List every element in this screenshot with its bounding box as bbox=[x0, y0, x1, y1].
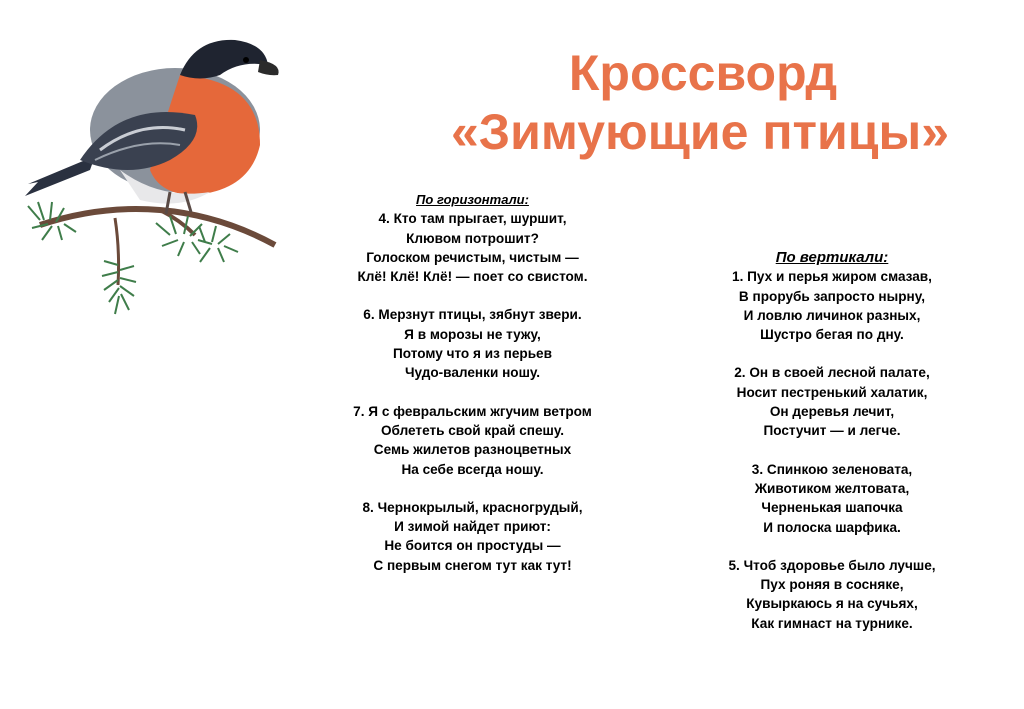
riddle-7 bbox=[300, 402, 645, 479]
branch bbox=[40, 209, 275, 245]
vertical-heading: По вертикали: bbox=[775, 249, 889, 266]
riddle-line: Потому что я из перьев bbox=[393, 346, 552, 362]
riddle-line: Он деревья лечит, bbox=[769, 404, 895, 420]
riddle-line: Чудо-валенки ношу. bbox=[404, 365, 541, 381]
riddle-line: С первым снегом тут как тут! bbox=[373, 557, 572, 573]
riddle-1 bbox=[680, 267, 984, 344]
riddle-line: И зимой найдет приют: bbox=[394, 519, 551, 535]
riddle-line: Постучит — и легче. bbox=[763, 423, 901, 439]
bullfinch-illustration bbox=[20, 20, 282, 340]
vertical-clues bbox=[680, 248, 984, 633]
riddle-3 bbox=[680, 460, 984, 537]
riddle-6 bbox=[300, 305, 645, 382]
riddle-line: 5. Чтоб здоровье было лучше, bbox=[728, 557, 936, 573]
riddle-8 bbox=[300, 498, 645, 575]
horizontal-heading: По горизонтали: bbox=[416, 192, 529, 207]
riddle-line: В прорубь запросто нырну, bbox=[738, 288, 926, 304]
riddle-line: Черненькая шапочка bbox=[761, 500, 903, 516]
riddle-line: Шустро бегая по дну. bbox=[760, 327, 904, 343]
riddle-line: На себе всегда ношу. bbox=[401, 461, 544, 477]
riddle-line: Я в морозы не тужу, bbox=[404, 326, 541, 342]
riddle-line: 1. Пух и перья жиром смазав, bbox=[732, 269, 932, 285]
title-line-2: «Зимующие птицы» bbox=[451, 104, 949, 160]
riddle-line: Семь жилетов разноцветных bbox=[373, 442, 572, 458]
riddle-line: Голоском речистым, чистым — bbox=[366, 249, 579, 265]
riddle-line: Облететь свой край спешу. bbox=[380, 422, 565, 438]
title-line-1: Кроссворд bbox=[568, 45, 838, 101]
riddle-line: Носит пестренький халатик, bbox=[736, 384, 928, 400]
riddle-line: Животиком желтовата, bbox=[754, 480, 910, 496]
riddle-4 bbox=[300, 209, 645, 286]
riddle-line: 3. Спинкою зеленовата, bbox=[751, 461, 913, 477]
riddle-line: 2. Он в своей лесной палате, bbox=[734, 365, 930, 381]
page-title bbox=[380, 44, 1020, 162]
riddle-line: Не боится он простуды — bbox=[384, 538, 561, 554]
riddle-line: 8. Чернокрылый, красногрудый, bbox=[362, 499, 583, 515]
horizontal-clues bbox=[300, 190, 645, 575]
riddle-2 bbox=[680, 363, 984, 440]
riddle-line: И полоска шарфика. bbox=[763, 519, 901, 535]
riddle-line: Клювом потрошит? bbox=[406, 230, 539, 246]
riddle-line: Кувыркаюсь я на сучьях, bbox=[746, 596, 918, 612]
riddle-line: И ловлю личинок разных, bbox=[743, 307, 921, 323]
riddle-line: Пух роняя в сосняке, bbox=[760, 577, 904, 593]
riddle-line: Клё! Клё! Клё! — поет со свистом. bbox=[357, 269, 588, 285]
riddle-line: 6. Мерзнут птицы, зябнут звери. bbox=[363, 307, 582, 323]
riddle-line: 7. Я с февральским жгучим ветром bbox=[353, 403, 592, 419]
riddle-line: Как гимнаст на турнике. bbox=[751, 615, 913, 631]
bird-cap bbox=[180, 40, 268, 79]
riddle-5 bbox=[680, 556, 984, 633]
riddle-line: 4. Кто там прыгает, шуршит, bbox=[378, 211, 567, 227]
